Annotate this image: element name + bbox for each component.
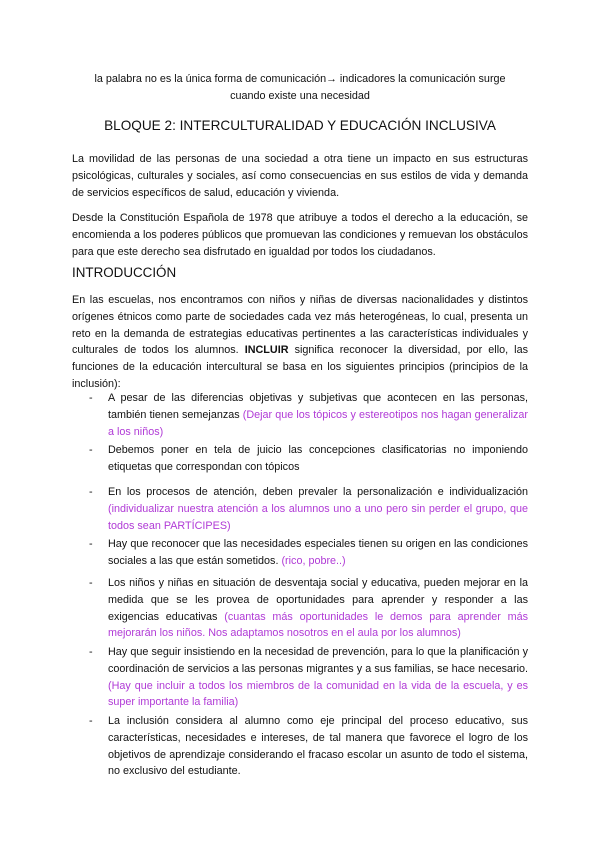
bullet-dash: -	[89, 646, 93, 658]
block-title: BLOQUE 2: INTERCULTURALIDAD Y EDUCACIÓN INCLUSIVA	[104, 118, 496, 133]
principle-text: Debemos poner en tela de juicio las concepciones clasificatorias no imponiendo etiquetas que correspondan con tópicos	[108, 444, 528, 473]
top-note	[70, 71, 530, 105]
list-item-text	[108, 575, 528, 642]
bullet-dash: -	[89, 538, 93, 550]
top-note-line-2: cuando existe una necesidad	[230, 90, 370, 102]
list-item-text	[108, 644, 528, 711]
bullet-dash: -	[89, 715, 93, 727]
principle-text: Los niños y niñas en situación de desventaja social y educativa, pueden mejorar en la medida que se les provea de oportunidades para aprender y responder a las exigencias educativas	[108, 577, 528, 623]
annotation-note: (cuantas más oportunidades le demos para aprender más mejorarán los niños. Nos adaptamos nosotros en el aula por los alumnos)	[108, 610, 529, 640]
top-note-line-1: la palabra no es la única forma de comunicación→ indicadores la comunicación surge	[94, 73, 506, 85]
bullet-dash: -	[89, 444, 93, 456]
annotation-note: (Dejar que los tópicos y estereotipos nos hagan generalizar a los niños)	[108, 408, 529, 438]
principle-text: A pesar de las diferencias objetivas y subjetivas que acontecen en las personas, también tienen semejanzas	[108, 392, 528, 421]
annotation-note: (rico, pobre..)	[281, 554, 346, 567]
principle-text: Hay que reconocer que las necesidades especiales tienen su origen en las condiciones sociales a las que están sometidos.	[108, 538, 528, 567]
annotation-note: (individualizar nuestra atención a los alumnos uno a uno pero sin perder el grupo, que todos sean PARTÍCIPES)	[108, 502, 528, 532]
intro-text-before: En las escuelas, nos encontramos con niños y niñas de diversas nacionalidades y distintos orígenes étnicos como parte de sociedades cada vez más heterogéneas, lo cual, presenta un reto en la demanda de estrategias educativas pertinentes a las características individuales y culturales de todos los alumnos.	[72, 294, 528, 357]
list-item-text	[108, 442, 528, 476]
list-item-text	[108, 713, 528, 780]
paragraph-introduccion	[72, 292, 528, 393]
bullet-dash: -	[89, 577, 93, 589]
list-item-text	[108, 390, 528, 440]
bullet-dash: -	[89, 392, 93, 404]
principle-text: En los procesos de atención, deben prevaler la personalización e individualización	[108, 486, 528, 498]
principle-text: La inclusión considera al alumno como eje principal del proceso educativo, sus características, necesidades e intereses, de tal manera que favorece el logro de los objetivos de aprendizaje considerando el fracaso escolar un asunto de todo el sistema, no exclusivo del estudiante.	[108, 715, 528, 778]
list-item-text	[108, 536, 528, 570]
intro-text-after: significa reconocer la diversidad, por ello, las funciones de la educación intercultural se basa en los siguientes principios (principios de la inclusión):	[72, 344, 528, 390]
section-heading-introduccion: INTRODUCCIÓN	[72, 265, 177, 280]
list-item-text	[108, 484, 528, 534]
principle-text: Hay que seguir insistiendo en la necesidad de prevención, para lo que la planificación y coordinación de servicios a las personas migrantes y a sus familias, se hace necesario.	[108, 646, 528, 675]
annotation-note: (Hay que incluir a todos los miembros de la comunidad en la vida de la escuela, y es super importante la familia)	[108, 679, 528, 709]
bullet-dash: -	[89, 486, 93, 498]
paragraph-movilidad: La movilidad de las personas de una sociedad a otra tiene un impacto en sus estructuras psicológicas, culturales y sociales, así como consecuencias en sus estilos de vida y demanda de servicios específicos de salud, educación y vivienda.	[72, 153, 528, 199]
intro-bold-word: INCLUIR	[244, 344, 289, 357]
paragraph-constitucion: Desde la Constitución Española de 1978 que atribuye a todos el derecho a la educación, se encomienda a los poderes públicos que promuevan las condiciones y remuevan los obstáculos para que este derecho sea disfrutado en igualdad por todos los ciudadanos.	[72, 212, 528, 258]
